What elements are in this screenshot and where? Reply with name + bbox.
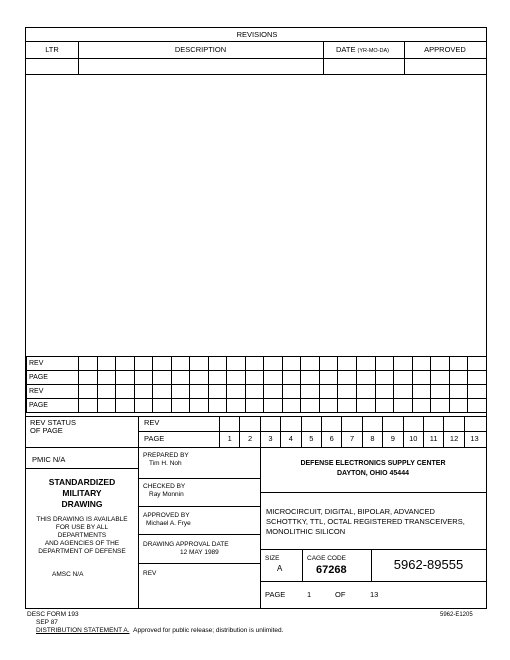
approval-date-value: 12 MAY 1989 bbox=[180, 549, 219, 556]
divider bbox=[260, 581, 486, 582]
approved-by-label: APPROVED BY bbox=[143, 512, 190, 519]
divider bbox=[138, 506, 260, 507]
row-label: PAGE bbox=[27, 371, 79, 385]
prepared-by-name: Tim H. Noh bbox=[149, 460, 182, 467]
page-number-cell bbox=[280, 416, 300, 447]
divider bbox=[138, 478, 260, 479]
center-name: DEFENSE ELECTRONICS SUPPLY CENTER bbox=[300, 460, 446, 467]
amsc-label: AMSC N/A bbox=[52, 571, 84, 578]
page-number: 5 bbox=[309, 434, 314, 443]
size-label: SIZE bbox=[265, 555, 280, 562]
approval-date-label: DRAWING APPROVAL DATE bbox=[143, 541, 229, 548]
page-number-cell bbox=[341, 416, 361, 447]
page-number: 6 bbox=[329, 434, 334, 443]
page-number: 3 bbox=[268, 434, 273, 443]
drawing-number: 5962-89555 bbox=[393, 557, 464, 572]
divider bbox=[78, 41, 79, 74]
of-label: OF bbox=[335, 590, 346, 599]
page-number-cell bbox=[362, 416, 382, 447]
row-label: PAGE bbox=[27, 399, 79, 413]
of-value: 13 bbox=[370, 590, 379, 599]
page-number: 13 bbox=[470, 434, 479, 443]
page-number-cell bbox=[321, 416, 341, 447]
rev-page-grid bbox=[26, 356, 487, 413]
divider bbox=[323, 41, 324, 74]
page-number: 12 bbox=[449, 434, 459, 443]
divider bbox=[138, 534, 260, 535]
page-number-cell bbox=[382, 416, 402, 447]
availability-line: DEPARTMENT OF DEFENSE bbox=[38, 548, 126, 555]
page-label: PAGE bbox=[265, 590, 286, 599]
divider bbox=[260, 549, 486, 550]
prepared-by-label: PREPARED BY bbox=[143, 452, 189, 459]
center-location: DAYTON, OHIO 45444 bbox=[337, 470, 409, 477]
standardized-label: STANDARDIZED bbox=[48, 477, 116, 487]
row-label: REV bbox=[27, 357, 79, 371]
drawing-label: DRAWING bbox=[61, 499, 103, 509]
page-number-cell bbox=[464, 416, 484, 447]
page-number-cell bbox=[403, 416, 423, 447]
distribution-statement bbox=[36, 628, 283, 635]
availability-line: THIS DRAWING IS AVAILABLE bbox=[36, 516, 128, 523]
description-line: MONOLITHIC SILICON bbox=[266, 527, 346, 536]
revisions-title: REVISIONS bbox=[236, 30, 278, 39]
col-description: DESCRIPTION bbox=[174, 45, 227, 54]
page-number-cell bbox=[423, 416, 443, 447]
divider bbox=[260, 492, 486, 493]
page-number: 7 bbox=[350, 434, 355, 443]
checked-by-label: CHECKED BY bbox=[143, 483, 186, 490]
page-number-cell bbox=[443, 416, 463, 447]
col-date: DATE (YR-MO-DA) bbox=[336, 45, 390, 54]
divider bbox=[26, 447, 486, 448]
page-number-cell bbox=[219, 416, 239, 447]
row-label: REV bbox=[27, 385, 79, 399]
distribution-text: Approved for public release; distribution is unlimited. bbox=[133, 627, 284, 634]
page-number: 1 bbox=[227, 434, 232, 443]
availability-line: DEPARTMENTS bbox=[57, 532, 107, 539]
page-number: 9 bbox=[390, 434, 395, 443]
page-number: 4 bbox=[288, 434, 293, 443]
page-number: 11 bbox=[429, 434, 438, 443]
page-number-cell bbox=[260, 416, 280, 447]
cage-code-value: 67268 bbox=[316, 564, 347, 576]
availability-line: AND AGENCIES OF THE bbox=[44, 540, 120, 547]
form-number: DESC FORM 193 bbox=[27, 611, 79, 618]
page-number: 2 bbox=[248, 434, 253, 443]
page-number-cell bbox=[239, 416, 259, 447]
divider bbox=[138, 447, 139, 608]
rev-status-label: REV STATUS bbox=[30, 418, 76, 427]
page-value: 1 bbox=[307, 590, 312, 599]
divider bbox=[26, 74, 486, 75]
divider bbox=[26, 468, 138, 469]
divider bbox=[404, 41, 405, 74]
divider bbox=[138, 563, 260, 564]
col-approved: APPROVED bbox=[424, 45, 466, 54]
col-ltr: LTR bbox=[45, 45, 59, 54]
military-label: MILITARY bbox=[62, 488, 102, 498]
of-page-label: OF PAGE bbox=[30, 426, 63, 435]
cage-code-label: CAGE CODE bbox=[307, 555, 347, 562]
divider bbox=[26, 41, 486, 42]
status-page-label: PAGE bbox=[144, 434, 165, 443]
distribution-label: DISTRIBUTION STATEMENT A. bbox=[36, 627, 130, 634]
pmic-label: PMIC N/A bbox=[32, 455, 66, 464]
form-date: SEP 87 bbox=[36, 619, 58, 626]
page-number: 8 bbox=[370, 434, 375, 443]
description-line: SCHOTTKY, TTL, OCTAL REGISTERED TRANSCEIVERS, bbox=[266, 517, 465, 526]
status-rev-label: REV bbox=[144, 418, 160, 427]
drawing-frame bbox=[25, 27, 487, 609]
description-line: MICROCIRCUIT, DIGITAL, BIPOLAR, ADVANCED bbox=[266, 507, 435, 516]
availability-line: FOR USE BY ALL bbox=[55, 524, 109, 531]
divider bbox=[302, 549, 303, 581]
divider bbox=[26, 58, 486, 59]
checked-by-name: Ray Monnin bbox=[149, 491, 184, 498]
approved-by-name: Michael A. Frye bbox=[146, 520, 191, 527]
size-value: A bbox=[277, 564, 283, 573]
rev-label: REV bbox=[143, 570, 157, 577]
footer-code: 5962-E1205 bbox=[440, 612, 473, 618]
page-number-cell bbox=[301, 416, 321, 447]
page-number: 10 bbox=[409, 434, 418, 443]
